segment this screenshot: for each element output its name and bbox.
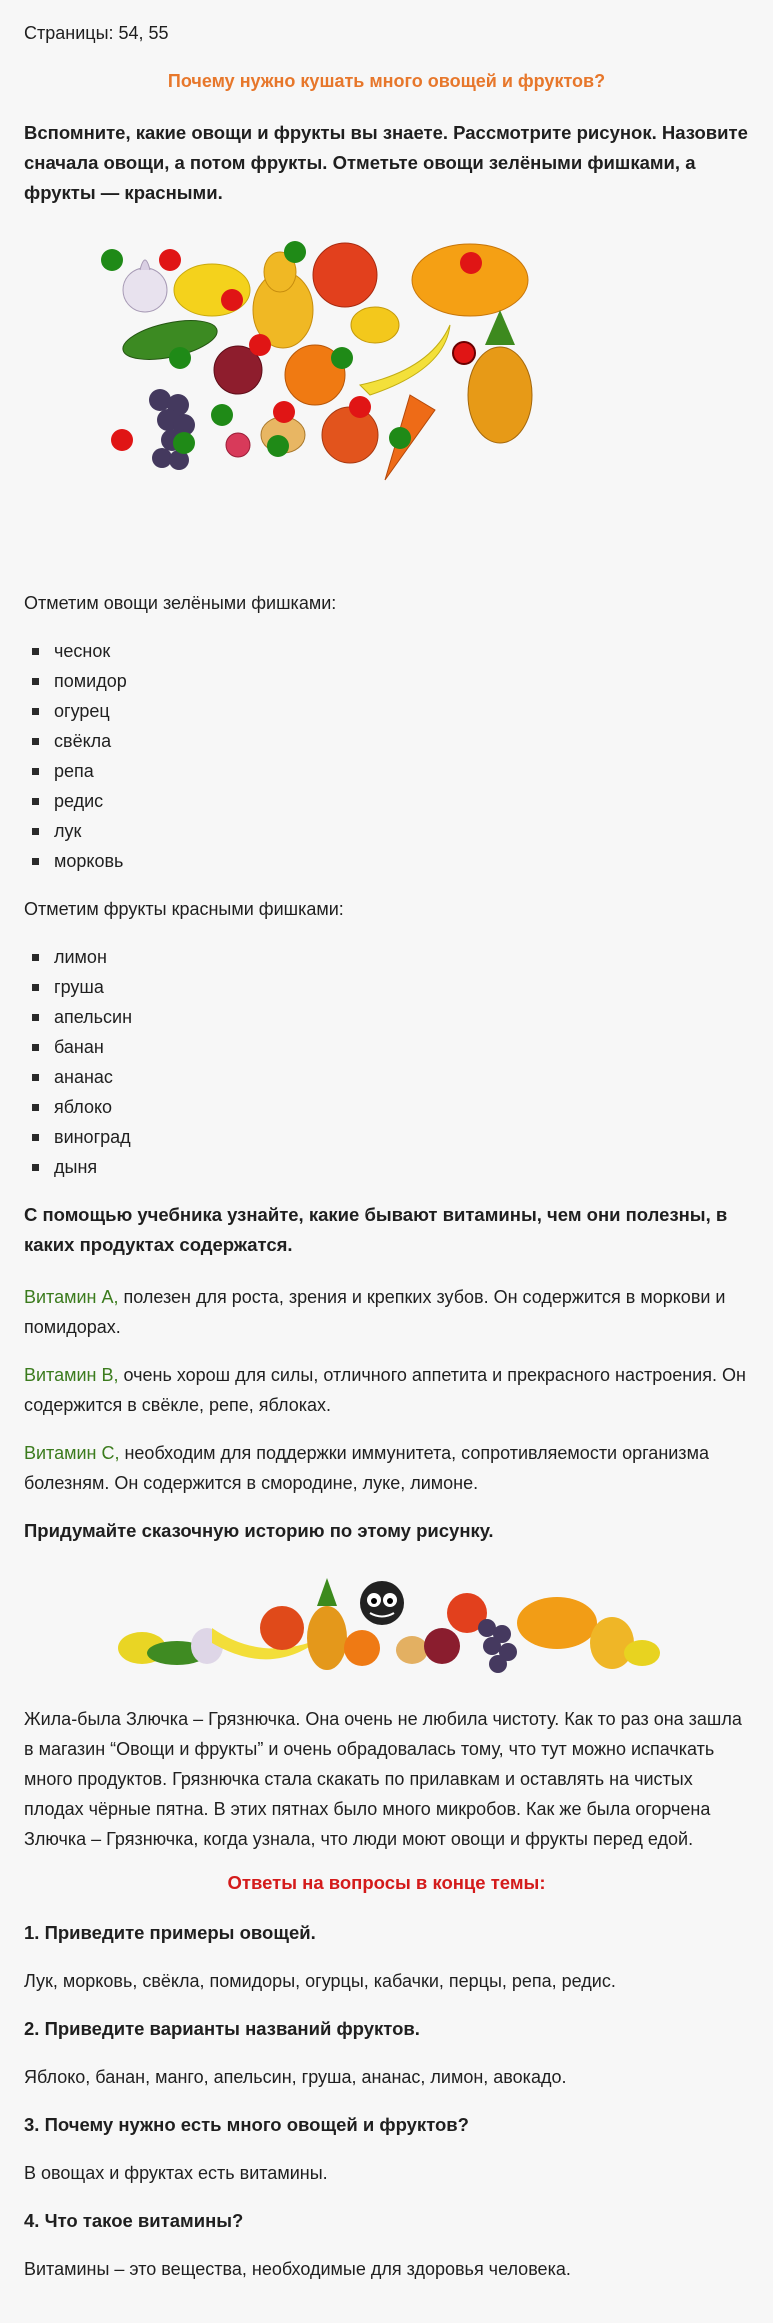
answer-3: В овощах и фруктах есть витамины. [24, 2163, 328, 2183]
question-4: 4. Что такое витамины? [24, 2210, 244, 2231]
list-item: помидор [24, 666, 749, 696]
red-chip [349, 396, 371, 418]
orange-icon [344, 1630, 380, 1666]
vitamin-a-text: полезен для роста, зрения и крепких зубов. Он содержится в моркови и помидорах. [24, 1287, 726, 1337]
list-item: груша [24, 972, 749, 1002]
answer-1: Лук, морковь, свёкла, помидоры, огурцы, кабачки, перцы, репа, редис. [24, 1971, 616, 1991]
list-item: лимон [24, 942, 749, 972]
list-item: лук [24, 816, 749, 846]
list-item: огурец [24, 696, 749, 726]
story-text: Жила-была Злючка – Грязнючка. Она очень не любила чистоту. Как то раз она зашла в магазин “Овощи и фрукты” и очень обрадовалась тому, что тут можно испачкать много продуктов. Грязнючка стала скакать по прилавкам и оставлять на чистых плодах чёрные пятна. В этих пятнах было много микробов. Как же была огорчена Злючка – Грязнючка, когда узнала, что люди моют овощи и фрукты перед едой. [24, 1709, 742, 1849]
vitamin-b-name: Витамин В, [24, 1365, 119, 1385]
pear-icon [590, 1617, 634, 1669]
garlic-icon [123, 260, 167, 312]
red-chip [453, 342, 475, 364]
fruit-row-banner [112, 1568, 662, 1678]
vitamin-a-paragraph [24, 1282, 749, 1342]
green-chip [211, 404, 233, 426]
red-chip [273, 401, 295, 423]
pineapple-leaves-icon [317, 1578, 337, 1606]
grapes-icon [478, 1619, 517, 1673]
green-chip [331, 347, 353, 369]
vegetables-intro: Отметим овощи зелёными фишками: [24, 593, 337, 613]
vitamin-c-name: Витамин С, [24, 1443, 120, 1463]
grapes-icon [149, 389, 195, 470]
list-item: ананас [24, 1062, 749, 1092]
list-item: виноград [24, 1122, 749, 1152]
creature-icon [360, 1581, 404, 1625]
vegetables-fruits-illustration [100, 230, 673, 560]
radish-icon [226, 433, 250, 457]
task-3-text: Придумайте сказочную историю по этому рисунку. [24, 1520, 494, 1541]
list-item: свёкла [24, 726, 749, 756]
tomato-icon [313, 243, 377, 307]
pineapple-icon [307, 1606, 347, 1670]
vitamin-b-text: очень хорош для силы, отличного аппетита и прекрасного настроения. Он содержится в свёкле, репе, яблоках. [24, 1365, 746, 1415]
question-1: 1. Приведите примеры овощей. [24, 1922, 316, 1943]
task-2-text: С помощью учебника узнайте, какие бывают витамины, чем они полезны, в каких продуктах содержатся. [24, 1204, 728, 1255]
green-chip [267, 435, 289, 457]
red-chip [249, 334, 271, 356]
pages-label: Страницы: 54, 55 [24, 23, 169, 43]
list-item: чеснок [24, 636, 749, 666]
answer-2: Яблоко, банан, манго, апельсин, груша, ананас, лимон, авокадо. [24, 2067, 567, 2087]
vitamin-a-name: Витамин А, [24, 1287, 119, 1307]
beet-icon [424, 1628, 460, 1664]
task-1-text: Вспомните, какие овощи и фрукты вы знаете. Рассмотрите рисунок. Назовите сначала овощи, а потом фрукты. Отметьте овощи зелёными фишками, а фрукты — красными. [24, 122, 748, 203]
green-chip [169, 347, 191, 369]
onion-icon [396, 1636, 428, 1664]
list-item: апельсин [24, 1002, 749, 1032]
red-chip [159, 249, 181, 271]
list-item: редис [24, 786, 749, 816]
green-chip [173, 432, 195, 454]
list-item: дыня [24, 1152, 749, 1182]
green-chip [101, 249, 123, 271]
pineapple-icon [468, 310, 532, 443]
green-chip [284, 241, 306, 263]
red-chip [460, 252, 482, 274]
question-3: 3. Почему нужно есть много овощей и фруктов? [24, 2114, 469, 2135]
answer-4: Витамины – это вещества, необходимые для здоровья человека. [24, 2259, 571, 2279]
list-item: репа [24, 756, 749, 786]
green-chip [389, 427, 411, 449]
melon-icon [517, 1597, 597, 1649]
answers-title: Ответы на вопросы в конце темы: [227, 1872, 546, 1893]
vitamin-c-text: необходим для поддержки иммунитета, сопротивляемости организма болезням. Он содержится в смородине, луке, лимоне. [24, 1443, 709, 1493]
lemon-icon [624, 1640, 660, 1666]
page-title: Почему нужно кушать много овощей и фруктов? [167, 71, 606, 91]
vegetables-list [24, 636, 749, 876]
vitamin-c-paragraph [24, 1438, 749, 1498]
apple-icon [322, 407, 378, 463]
question-2: 2. Приведите варианты названий фруктов. [24, 2018, 420, 2039]
turnip-icon [351, 307, 399, 343]
list-item: морковь [24, 846, 749, 876]
apple-icon [260, 1606, 304, 1650]
list-item: банан [24, 1032, 749, 1062]
red-chip [221, 289, 243, 311]
fruits-intro: Отметим фрукты красными фишками: [24, 899, 344, 919]
red-chip [111, 429, 133, 451]
fruits-list [24, 942, 749, 1182]
vitamin-b-paragraph [24, 1360, 749, 1420]
pear-icon [253, 252, 313, 348]
list-item: яблоко [24, 1092, 749, 1122]
